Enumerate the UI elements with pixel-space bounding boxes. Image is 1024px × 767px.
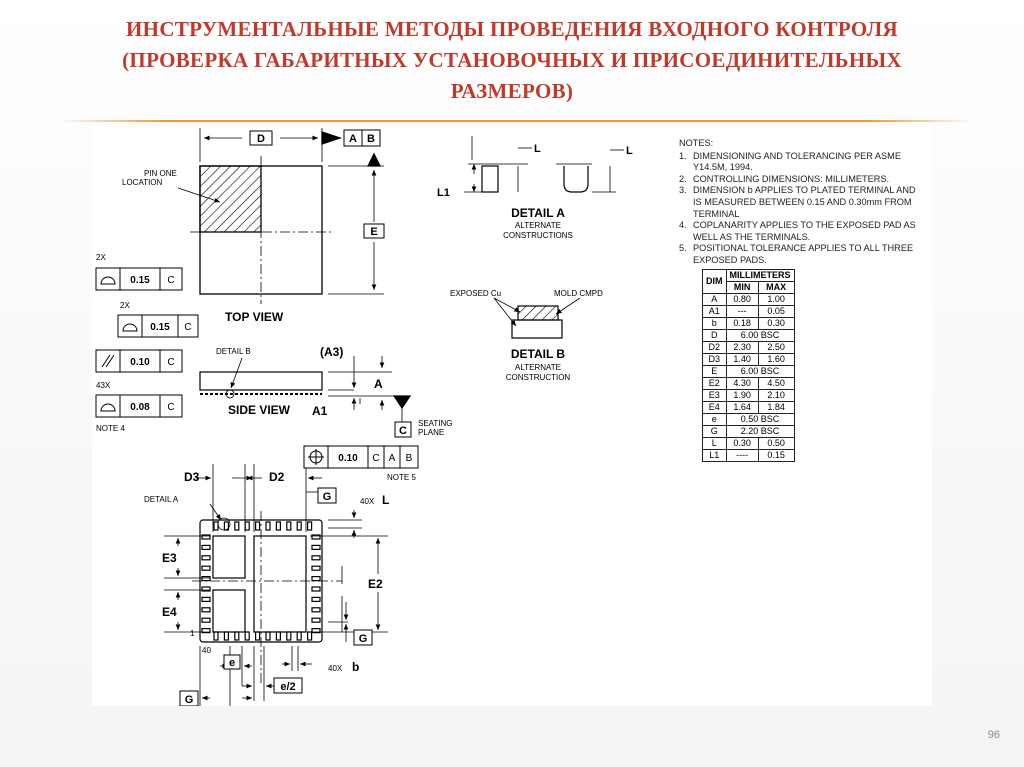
terminal-pad — [202, 566, 210, 570]
parallel-datum: C — [167, 357, 175, 368]
terminal-pad — [276, 522, 280, 530]
note-5 — [679, 243, 919, 266]
detail-a-sub1: ALTERNATE — [515, 221, 561, 230]
dim-d: D — [257, 133, 265, 145]
pads-right — [312, 535, 320, 633]
dimension-table — [702, 269, 795, 462]
col-group: MILLIMETERS — [726, 270, 794, 282]
detail-b-title: DETAIL B — [510, 347, 566, 361]
terminal-pad — [287, 522, 291, 530]
table-row — [703, 306, 795, 318]
fcf-position — [304, 446, 418, 468]
col-max: MAX — [758, 282, 794, 294]
terminal-pad — [214, 632, 218, 640]
exposed-pad-e2 — [254, 536, 306, 632]
seating-plane-triangle-icon — [394, 396, 410, 408]
flat-count: 43X — [96, 381, 111, 390]
cell-span: 6.00 BSC — [726, 366, 794, 378]
terminal-pad — [312, 587, 320, 591]
note-1-num: 1. — [679, 150, 687, 161]
cell-max: 4.50 — [758, 378, 794, 390]
cell-min: 1.64 — [726, 402, 758, 414]
pos-a: A — [388, 453, 396, 464]
terminal-pad — [202, 597, 210, 601]
count-b: 40X — [328, 664, 343, 673]
title-line-3: РАЗМЕРОВ) — [450, 79, 574, 103]
fcf1-count: 2X — [96, 253, 106, 262]
datum-c: C — [399, 425, 407, 437]
table-row — [703, 354, 795, 366]
fcf1-value: 0.15 — [130, 275, 150, 286]
cell-dim: L — [703, 438, 727, 450]
pin-one-area — [200, 166, 261, 232]
e-pitch: e — [228, 657, 236, 669]
detail-b-drawing — [494, 298, 580, 338]
dim-d2: D2 — [269, 470, 285, 484]
terminal-pad — [202, 556, 210, 560]
cell-dim: E4 — [703, 402, 727, 414]
note-5-num: 5. — [679, 243, 687, 254]
table-row — [703, 330, 795, 342]
terminal-pad — [235, 522, 239, 530]
terminal-pad — [202, 545, 210, 549]
top-view — [178, 128, 384, 304]
title-underline — [58, 120, 974, 122]
dimension-table-body — [703, 294, 795, 462]
cell-dim: G — [703, 426, 727, 438]
terminal-pad — [202, 535, 210, 539]
terminal-pad — [224, 632, 228, 640]
cell-dim: D3 — [703, 354, 727, 366]
terminal-pad — [202, 608, 210, 612]
note-5-text: POSITIONAL TOLERANCE APPLIES TO ALL THREE EXPOSED PADS. — [693, 243, 914, 265]
side-view-body — [200, 372, 322, 390]
cell-min: 4.30 — [726, 378, 758, 390]
terminal-pad — [312, 597, 320, 601]
detail-a-sub2: CONSTRUCTIONS — [503, 231, 573, 240]
exposed-pad-e4 — [213, 590, 245, 632]
detail-b-sub2: CONSTRUCTION — [505, 373, 571, 382]
page-number: 96 — [987, 729, 1000, 741]
terminal-pad — [245, 632, 249, 640]
fcf2-count: 2X — [120, 301, 130, 310]
terminal-pad — [202, 618, 210, 622]
fcf2-value: 0.15 — [150, 322, 170, 333]
col-min: MIN — [726, 282, 758, 294]
cell-max: 0.05 — [758, 306, 794, 318]
note4: NOTE 4 — [96, 424, 125, 433]
terminal-pad — [202, 577, 210, 581]
exposed-pad-e3 — [213, 536, 245, 578]
terminal-pad — [235, 632, 239, 640]
cell-max: 0.30 — [758, 318, 794, 330]
note-2 — [679, 174, 919, 186]
slide-title — [20, 14, 1004, 107]
note-4-text: COPLANARITY APPLIES TO THE EXPOSED PAD AS WELL AS THE TERMINALS. — [693, 220, 916, 242]
pos-c: C — [372, 453, 380, 464]
g-top: G — [322, 491, 332, 503]
pads-bottom — [214, 632, 312, 640]
dim-e4: E4 — [162, 605, 177, 619]
table-row — [703, 414, 795, 426]
cell-min: 2.30 — [726, 342, 758, 354]
detail-a-drawing — [464, 136, 624, 192]
cell-dim: e — [703, 414, 727, 426]
pos-b: B — [405, 453, 413, 464]
flat-datum: C — [167, 402, 175, 413]
datum-b: B — [367, 133, 375, 145]
g-right: G — [358, 633, 368, 645]
terminal-pad — [308, 522, 312, 530]
dim-d3: D3 — [184, 470, 200, 484]
datum-triangle-icon — [322, 132, 340, 144]
bottom-detail-a: DETAIL A — [144, 495, 179, 504]
detail-b-exposed-cu-label: EXPOSED Cu — [450, 289, 502, 298]
terminal-pad — [312, 577, 320, 581]
col-dim: DIM — [703, 270, 727, 294]
pos-value: 0.10 — [338, 453, 358, 464]
cell-dim: E2 — [703, 378, 727, 390]
dim-e: E — [370, 226, 378, 238]
side-view-title: SIDE VIEW — [228, 403, 291, 417]
terminal-pad — [297, 632, 301, 640]
pin-1: 1 — [190, 629, 195, 638]
pin-one-label-1: PIN ONE — [144, 169, 177, 178]
seating-1: SEATING — [418, 419, 453, 428]
top-view-title: TOP VIEW — [225, 310, 284, 324]
cell-max: 1.00 — [758, 294, 794, 306]
table-row — [703, 438, 795, 450]
seating-2: PLANE — [418, 428, 445, 437]
terminal-pad — [308, 632, 312, 640]
detail-b-mold-label: MOLD CMPD — [554, 289, 603, 298]
detail-b-sub1: ALTERNATE — [515, 363, 561, 372]
note-1 — [679, 151, 919, 174]
terminal-pad — [312, 535, 320, 539]
cell-dim: L1 — [703, 450, 727, 462]
note-1-text: DIMENSIONING AND TOLERANCING PER ASME Y14.5M, 1994. — [693, 150, 901, 173]
fcf2-datum: C — [184, 322, 192, 333]
terminal-pad — [266, 632, 270, 640]
label-l: L — [382, 493, 390, 507]
title-line-2: (ПРОВЕРКА ГАБАРИТНЫХ УСТАНОВОЧНЫХ И ПРИСОЕДИНИТЕЛЬНЫХ — [122, 48, 902, 72]
terminal-pad — [214, 522, 218, 530]
side-view-labels — [96, 345, 453, 437]
note5: NOTE 5 — [387, 473, 416, 482]
table-row — [703, 342, 795, 354]
terminal-pad — [266, 522, 270, 530]
top-view-labels — [96, 130, 384, 337]
table-row — [703, 390, 795, 402]
terminal-pad — [245, 522, 249, 530]
dim-a3: (A3) — [320, 345, 344, 359]
table-row — [703, 366, 795, 378]
dim-a: A — [374, 377, 383, 391]
note-2-num: 2. — [679, 173, 687, 184]
cell-min: ---- — [726, 450, 758, 462]
datum-a: A — [349, 133, 357, 145]
pin-40: 40 — [202, 646, 211, 655]
dim-a1: A1 — [312, 404, 328, 418]
cell-max: 2.50 — [758, 342, 794, 354]
cell-span: 6.00 BSC — [726, 330, 794, 342]
cell-max: 1.84 — [758, 402, 794, 414]
note-4-num: 4. — [679, 220, 687, 231]
table-row — [703, 426, 795, 438]
fcf1-datum: C — [167, 275, 175, 286]
cell-dim: D — [703, 330, 727, 342]
cell-max: 1.60 — [758, 354, 794, 366]
detail-a-labels — [437, 143, 633, 240]
cell-min: 1.90 — [726, 390, 758, 402]
cell-max: 0.15 — [758, 450, 794, 462]
cell-dim: E3 — [703, 390, 727, 402]
table-row — [703, 318, 795, 330]
title-line-1: ИНСТРУМЕНТАЛЬНЫЕ МЕТОДЫ ПРОВЕДЕНИЯ ВХОДНОГО КОНТРОЛЯ — [126, 17, 898, 41]
note-3 — [679, 185, 919, 220]
table-row — [703, 378, 795, 390]
flat-value: 0.08 — [130, 402, 150, 413]
e-half: e/2 — [280, 681, 296, 693]
dim-e2: E2 — [368, 577, 383, 591]
note-3-num: 3. — [679, 185, 687, 196]
cell-max: 2.10 — [758, 390, 794, 402]
terminal-pad — [312, 556, 320, 560]
pads-top — [214, 522, 312, 530]
terminal-pad — [312, 566, 320, 570]
count-l: 40X — [360, 497, 375, 506]
label-b: b — [352, 660, 360, 674]
terminal-pad — [256, 522, 260, 530]
terminal-pad — [297, 522, 301, 530]
datum-b-triangle-icon — [368, 154, 380, 166]
terminal-pad — [287, 632, 291, 640]
terminal-pad — [202, 587, 210, 591]
bottom-view-labels — [144, 446, 418, 706]
notes-heading: NOTES: — [679, 138, 714, 148]
cell-max: 0.50 — [758, 438, 794, 450]
detail-a-l1-label: L1 — [437, 187, 450, 199]
terminal-pad — [312, 545, 320, 549]
cell-dim: A1 — [703, 306, 727, 318]
parallel-value: 0.10 — [130, 357, 150, 368]
cell-dim: b — [703, 318, 727, 330]
terminal-pad — [312, 608, 320, 612]
pads-left — [202, 535, 210, 633]
note-3-text: DIMENSION b APPLIES TO PLATED TERMINAL AND IS MEASURED BETWEEN 0.15 AND 0.30mm FROM TERMINAL — [693, 185, 916, 219]
detail-a-l2: L — [626, 145, 633, 157]
dim-e3: E3 — [162, 551, 177, 565]
terminal-pad — [256, 632, 260, 640]
cell-span: 0.50 BSC — [726, 414, 794, 426]
notes — [679, 138, 919, 267]
pin-one-label-2: LOCATION — [122, 178, 163, 187]
note-4 — [679, 220, 919, 243]
note-2-text: CONTROLLING DIMENSIONS: MILLIMETERS. — [693, 173, 890, 184]
table-row — [703, 450, 795, 462]
cell-dim: A — [703, 294, 727, 306]
cell-dim: D2 — [703, 342, 727, 354]
table-row — [703, 294, 795, 306]
detail-a-l1: L — [534, 143, 541, 155]
detail-a-title: DETAIL A — [511, 206, 565, 220]
detail-b-exposed-cu — [518, 306, 558, 320]
cell-span: 2.20 BSC — [726, 426, 794, 438]
terminal-pad — [312, 618, 320, 622]
cell-dim: E — [703, 366, 727, 378]
cell-min: --- — [726, 306, 758, 318]
cell-min: 0.80 — [726, 294, 758, 306]
terminal-pad — [276, 632, 280, 640]
detail-b-labels — [450, 289, 603, 382]
cell-min: 1.40 — [726, 354, 758, 366]
g-bottom: G — [184, 694, 194, 706]
cell-min: 0.18 — [726, 318, 758, 330]
table-row — [703, 402, 795, 414]
side-detail-b: DETAIL B — [216, 347, 251, 356]
package-drawing — [92, 126, 932, 706]
cell-min: 0.30 — [726, 438, 758, 450]
